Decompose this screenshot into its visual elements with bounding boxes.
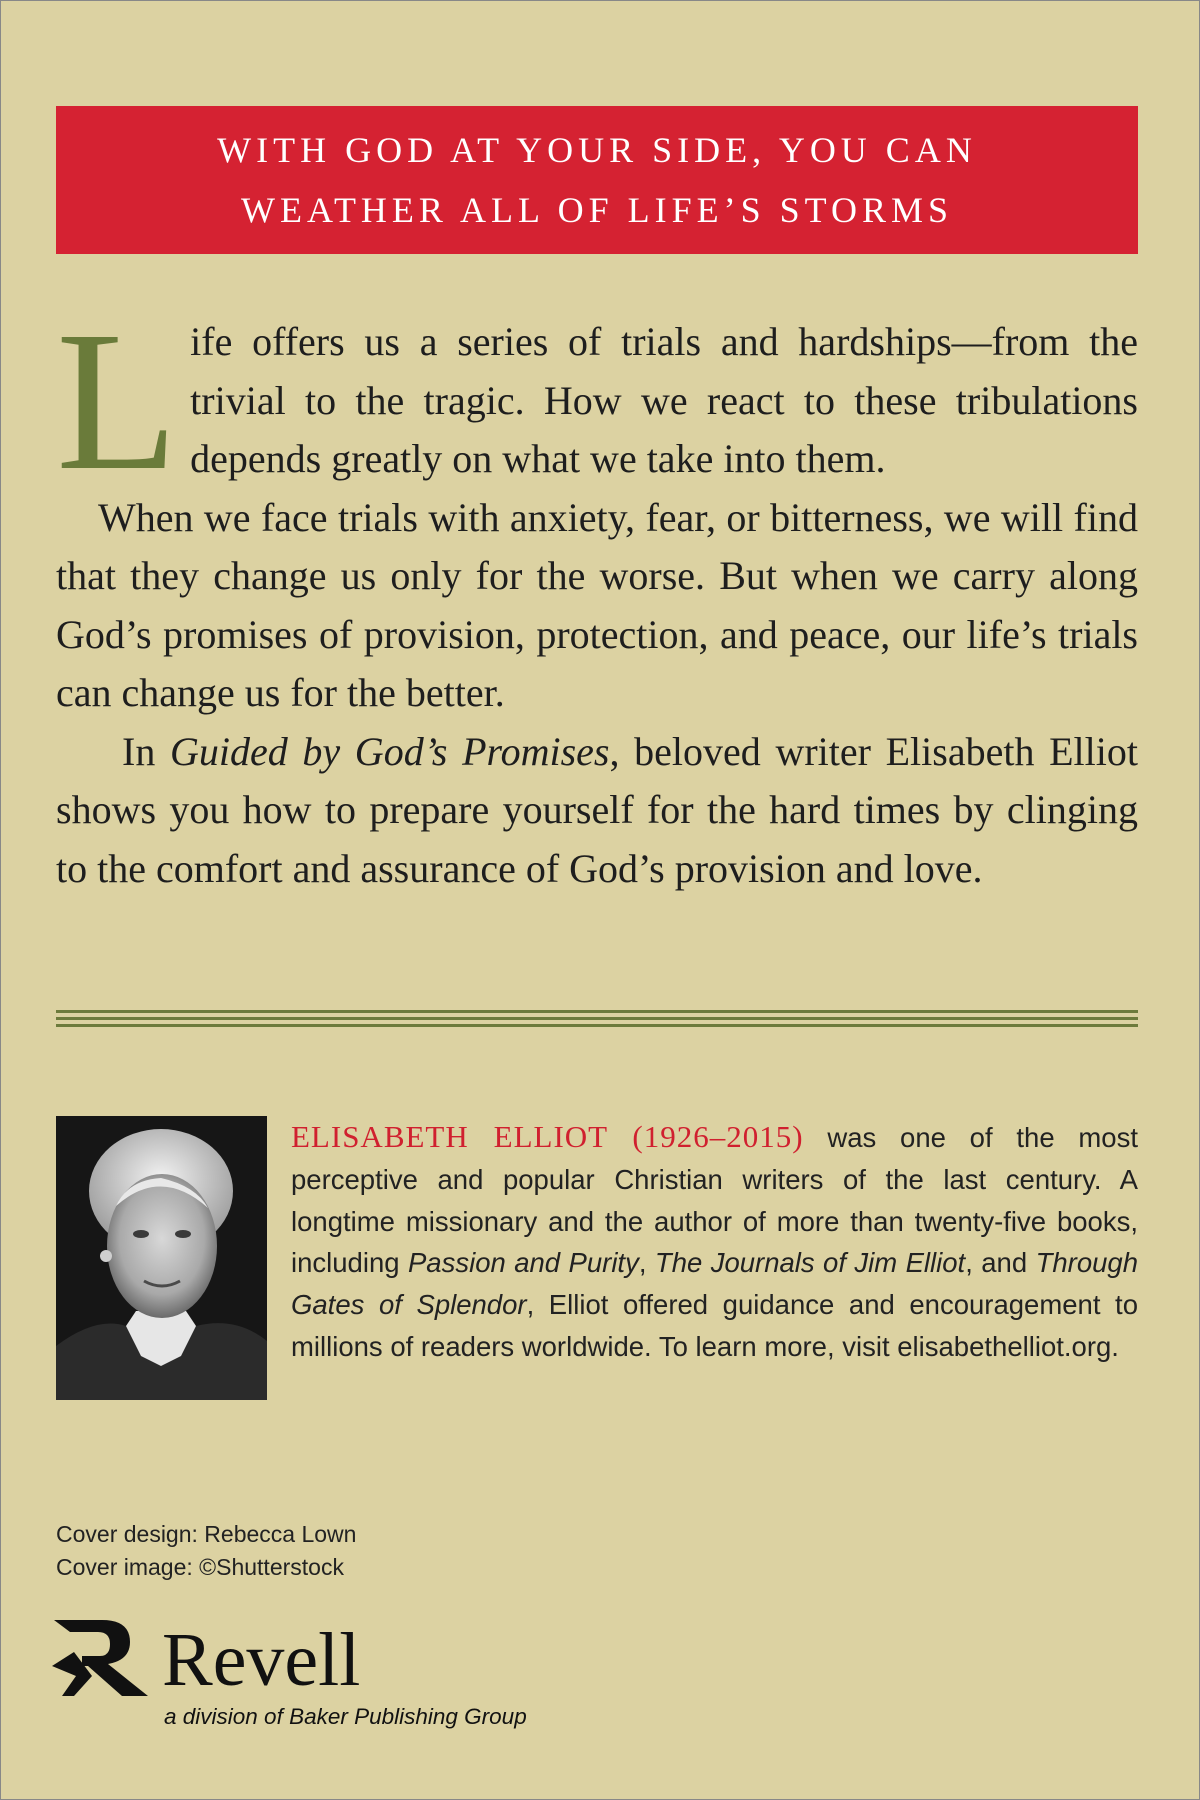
divider-line [56,1017,1138,1020]
paragraph-3-text: , beloved writer Elisabeth Elliot shows you how to prepare yourself for the hard times by clinging to the comfort and assurance of God’s provision and love. [56,728,1138,891]
description-paragraph-1 [56,291,1138,512]
paragraph-3-lead: In [122,728,170,774]
section-divider [56,1010,1138,1030]
bio-separator: , [638,1247,655,1279]
description-paragraph-2: When we face trials with anxiety, fear, or bitterness, we will find that they change us only for the worse. But when we carry along God’s promises of provision, protection, and peace, our life’s trials can change us for the better. [56,494,1138,715]
cover-credits [56,1518,356,1584]
publisher-logo [52,1616,532,1736]
headline-line-2: WEATHER ALL OF LIFE’S STORMS [240,190,954,230]
headline-banner [56,106,1138,254]
divider-line [56,1010,1138,1013]
publisher-tagline: a division of Baker Publishing Group [164,1704,527,1729]
book-title: Guided by God’s Promises [169,728,610,774]
bio-text-1: was one of the most perceptive and popular Christian writers of the last century. A longtime missionary and the author of more than twenty-five books, including [291,1122,1138,1279]
description-paragraph-3 [56,723,1138,899]
book-description [56,291,1138,898]
author-name: ELISABETH ELLIOT (1926–2015) [291,1119,804,1154]
bio-separator: , and [965,1247,1036,1279]
headline-line-1: WITH GOD AT YOUR SIDE, YOU CAN [217,130,977,170]
cover-design-credit: Cover design: Rebecca Lown [56,1521,357,1547]
drop-cap: L [56,291,179,512]
author-bio [291,1116,1138,1368]
bio-book-3: Through Gates of Splendor [291,1247,1138,1321]
divider-line [56,1024,1138,1027]
bio-book-1: Passion and Purity [407,1247,639,1279]
revell-r-mark-icon [52,1616,152,1698]
publisher-name: Revell [162,1618,361,1702]
bio-text-2: , Elliot offered guidance and encouragement to millions of readers worldwide. To learn more, visit elisabethelliot.org. [291,1289,1138,1362]
author-photo [56,1116,267,1400]
paragraph-1-text: ife offers us a series of trials and hardships—from the trivial to the tragic. How we react to these tribulations depends greatly on what we take into them. [190,319,1138,481]
bio-book-2: The Journals of Jim Elliot [654,1247,966,1279]
cover-image-credit: Cover image: ©Shutterstock [56,1554,344,1580]
author-portrait-image [56,1116,267,1400]
